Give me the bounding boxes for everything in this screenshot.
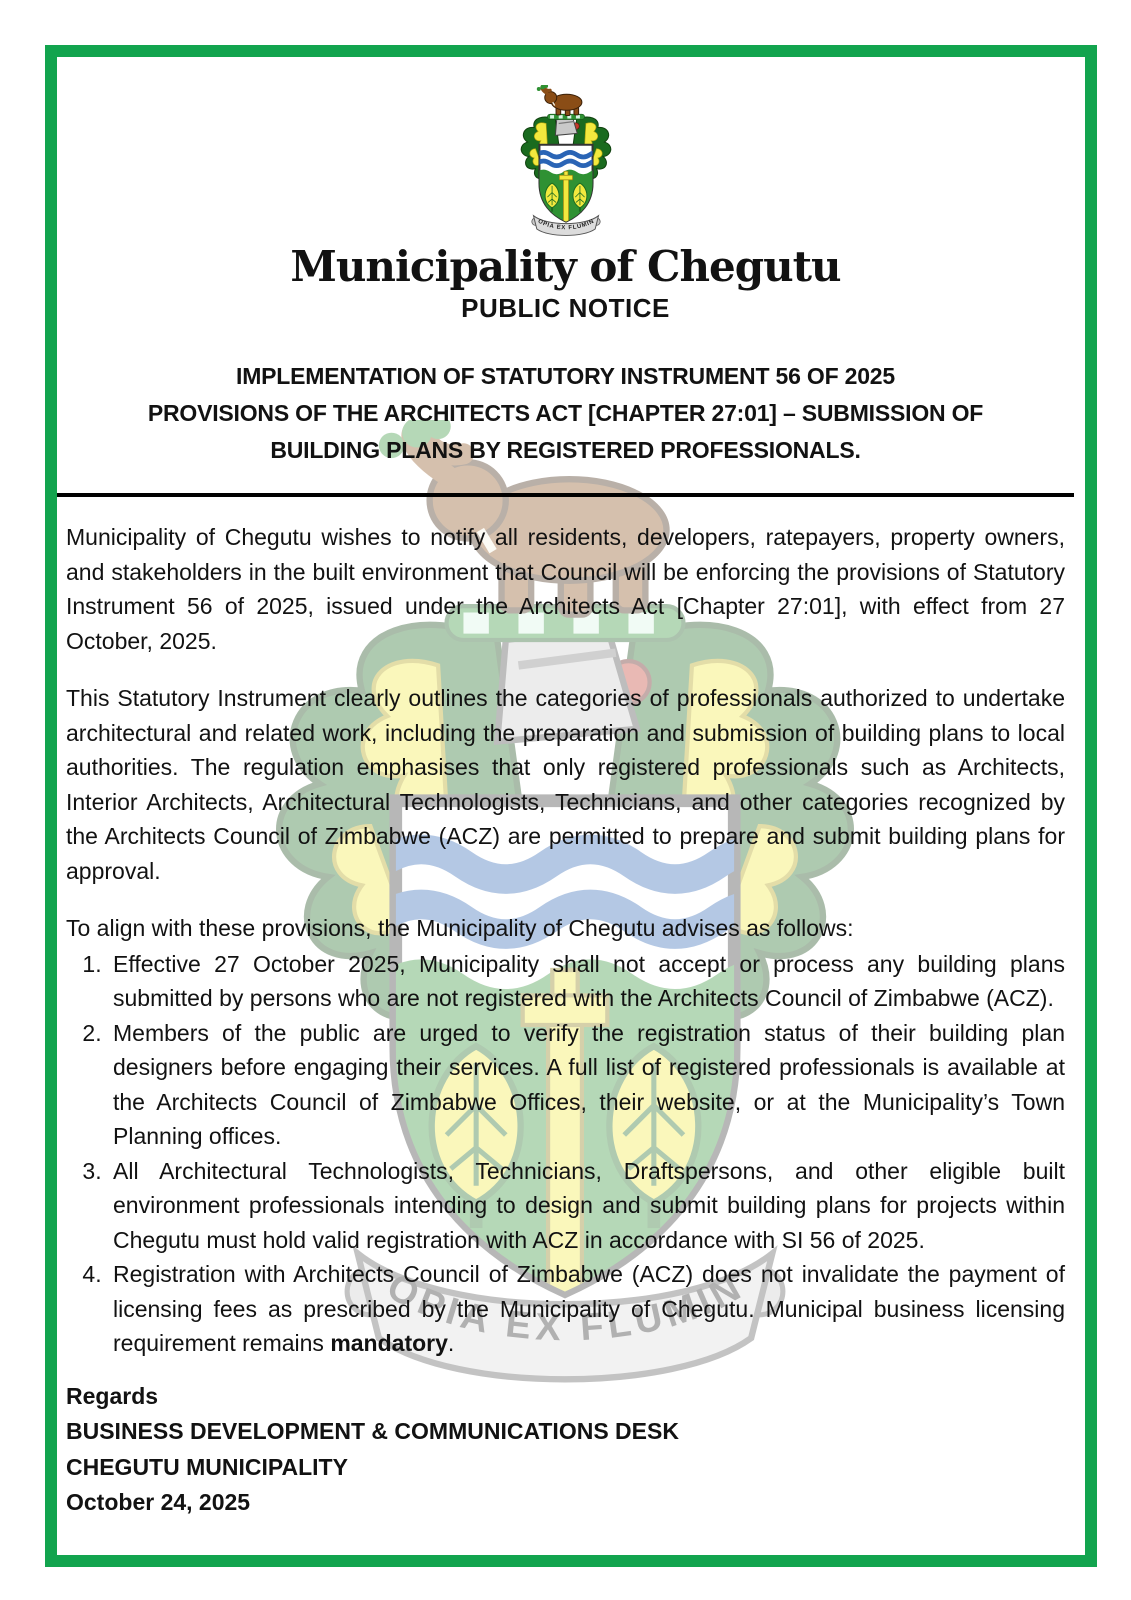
- public-notice-label: PUBLIC NOTICE: [461, 293, 670, 324]
- notice-list-item-2: 2. Members of the public are urged to verify the registration status of their building plan designers before engaging their services. A full list of registered professionals is available at the Architects Council of Zimbabwe Offices, their website, or at the Municipality’s Town Planning offices.: [108, 1016, 1065, 1154]
- signature-org: CHEGUTU MUNICIPALITY: [66, 1453, 348, 1480]
- notice-list: [66, 947, 1065, 1361]
- item4-bold-word: mandatory: [330, 1330, 448, 1357]
- notice-list-item-4: [108, 1257, 1065, 1361]
- item4-text: Registration with Architects Council of Zimbabwe (ACZ) does not invalidate the payment of licensing fees as prescribed by the Municipality of Chegutu. Municipal business licensing requirement remains: [113, 1261, 1065, 1357]
- item4-period: .: [447, 1330, 455, 1357]
- signature-department: BUSINESS DEVELOPMENT & COMMUNICATIONS DESK: [66, 1418, 679, 1445]
- notice-title-line3: BUILDING PLANS BY REGISTERED PROFESSIONALS.: [270, 437, 861, 464]
- title-divider-rule: [57, 493, 1074, 497]
- signature-date: October 24, 2025: [66, 1489, 251, 1516]
- body-paragraph-2: This Statutory Instrument clearly outlines the categories of professionals authorized to undertake architectural and related work, including the preparation and submission of building plans to local authorities. The regulation emphasises that only registered professionals such as Architects, Interior Architects, Architectural Technologists, Technicians, and other categories recognized by the Architects Council of Zimbabwe (ACZ) are permitted to prepare and submit building plans for approval.: [66, 685, 1065, 884]
- org-name: Municipality of Chegutu: [290, 241, 841, 291]
- municipality-crest-logo: [497, 85, 635, 239]
- signature-block: [66, 1379, 1065, 1521]
- notice-content: [66, 57, 1065, 1521]
- body-paragraph-1: Municipality of Chegutu wishes to notify all residents, developers, ratepayers, property owners, and stakeholders in the built environment that Council will be enforcing the provisions of Statutory Instrument 56 of 2025, issued under the Architects Act [Chapter 27:01], with effect from 27 October, 2025.: [66, 524, 1065, 654]
- signature-regards: Regards: [66, 1382, 159, 1409]
- notice-list-item-3: 3. All Architectural Technologists, Technicians, Draftspersons, and other eligible built environment professionals intending to design and submit building plans for projects within Chegutu must hold valid registration with ACZ in accordance with SI 56 of 2025.: [108, 1154, 1065, 1258]
- notice-list-item-1: 1. Effective 27 October 2025, Municipality shall not accept or process any building plans submitted by persons who are not registered with the Architects Council of Zimbabwe (ACZ).: [108, 947, 1065, 1016]
- list-intro: To align with these provisions, the Municipality of Chegutu advises as follows:: [66, 915, 854, 942]
- notice-title: [66, 358, 1065, 469]
- notice-title-line1: IMPLEMENTATION OF STATUTORY INSTRUMENT 56 OF 2025: [236, 363, 895, 390]
- notice-title-line2: PROVISIONS OF THE ARCHITECTS ACT [CHAPTER 27:01] – SUBMISSION OF: [147, 400, 984, 427]
- crest-wrap: [66, 85, 1065, 244]
